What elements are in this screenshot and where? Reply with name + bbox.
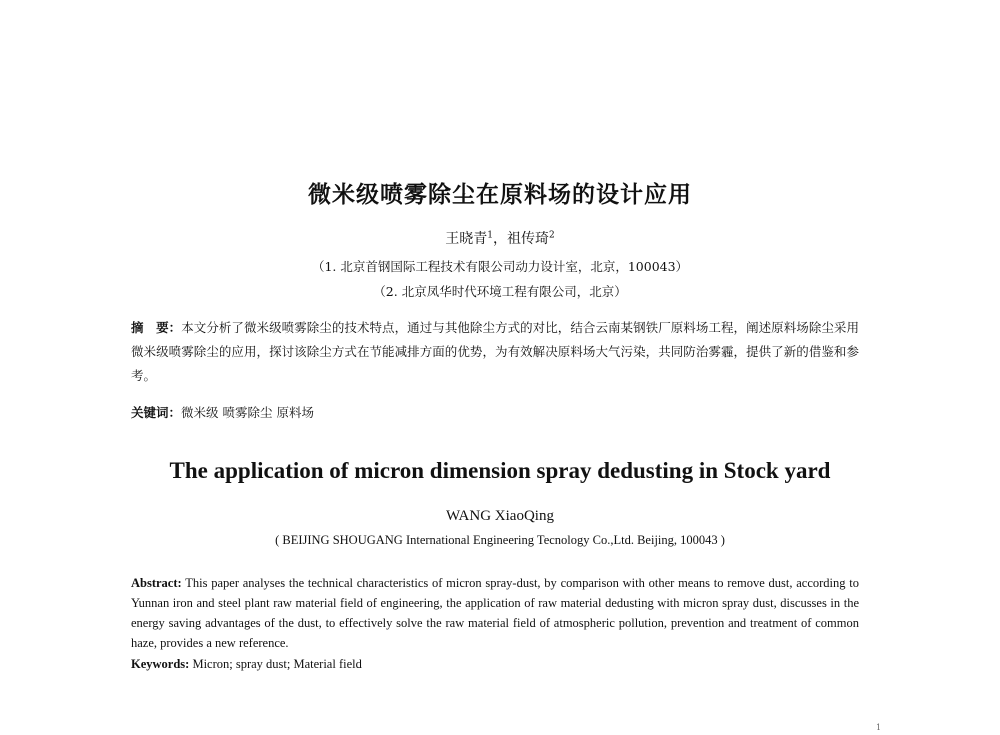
chinese-abstract-label: 摘 要： [131, 320, 182, 335]
chinese-keywords-text: 微米级 喷雾除尘 原料场 [181, 405, 314, 420]
author-zu-chuanqi: 祖传琦 [507, 231, 549, 247]
english-keywords [131, 654, 859, 674]
chinese-keywords [131, 401, 859, 425]
chinese-affiliation-2: （2. 北京凤华时代环境工程有限公司，北京） [373, 284, 627, 299]
english-abstract-text: This paper analyses the technical characteristics of micron spray-dust, by comparison with other means to remove dust, according to Yunnan iron and steel plant raw material field of engineering, the application of raw material dedusting with micron spray dust, discusses in the energy saving advantages of the dust, to effectively solve the raw material field of atmospheric pollution, prevention and treatment of common haze, provides a new reference. [131, 576, 859, 650]
chinese-title: 微米级喷雾除尘在原料场的设计应用 [308, 182, 692, 208]
chinese-keywords-label: 关键词： [131, 405, 182, 420]
author-wang-xiaoqing: 王晓青 [445, 231, 488, 247]
chinese-authors [0, 228, 1000, 248]
english-author: WANG XiaoQing [446, 508, 554, 524]
chinese-abstract [131, 316, 859, 388]
english-abstract [131, 573, 859, 653]
english-abstract-label: Abstract: [131, 576, 182, 590]
chinese-affiliation-1: （1. 北京首钢国际工程技术有限公司动力设计室，北京，100043） [311, 259, 689, 274]
english-title: The application of micron dimension spray dedusting in Stock yard [169, 458, 831, 483]
author-1-affiliation-marker: 1 [487, 230, 493, 241]
author-separator: ， [493, 231, 507, 247]
english-affiliation: ( BEIJING SHOUGANG International Engineering Tecnology Co.,Ltd. Beijing, 100043 ) [275, 533, 725, 547]
english-keywords-text: Micron; spray dust; Material field [192, 657, 362, 671]
english-keywords-label: Keywords: [131, 657, 190, 671]
author-2-affiliation-marker: 2 [549, 230, 555, 241]
page-corner-mark: 1 [876, 723, 882, 732]
chinese-abstract-text: 本文分析了微米级喷雾除尘的技术特点，通过与其他除尘方式的对比，结合云南某钢铁厂原料场工程，阐述原料场除尘采用微米级喷雾除尘的应用，探讨该除尘方式在节能减排方面的优势，为有效解决原料场大气污染，共同防治雾霾，提供了新的借鉴和参考。 [131, 320, 859, 383]
